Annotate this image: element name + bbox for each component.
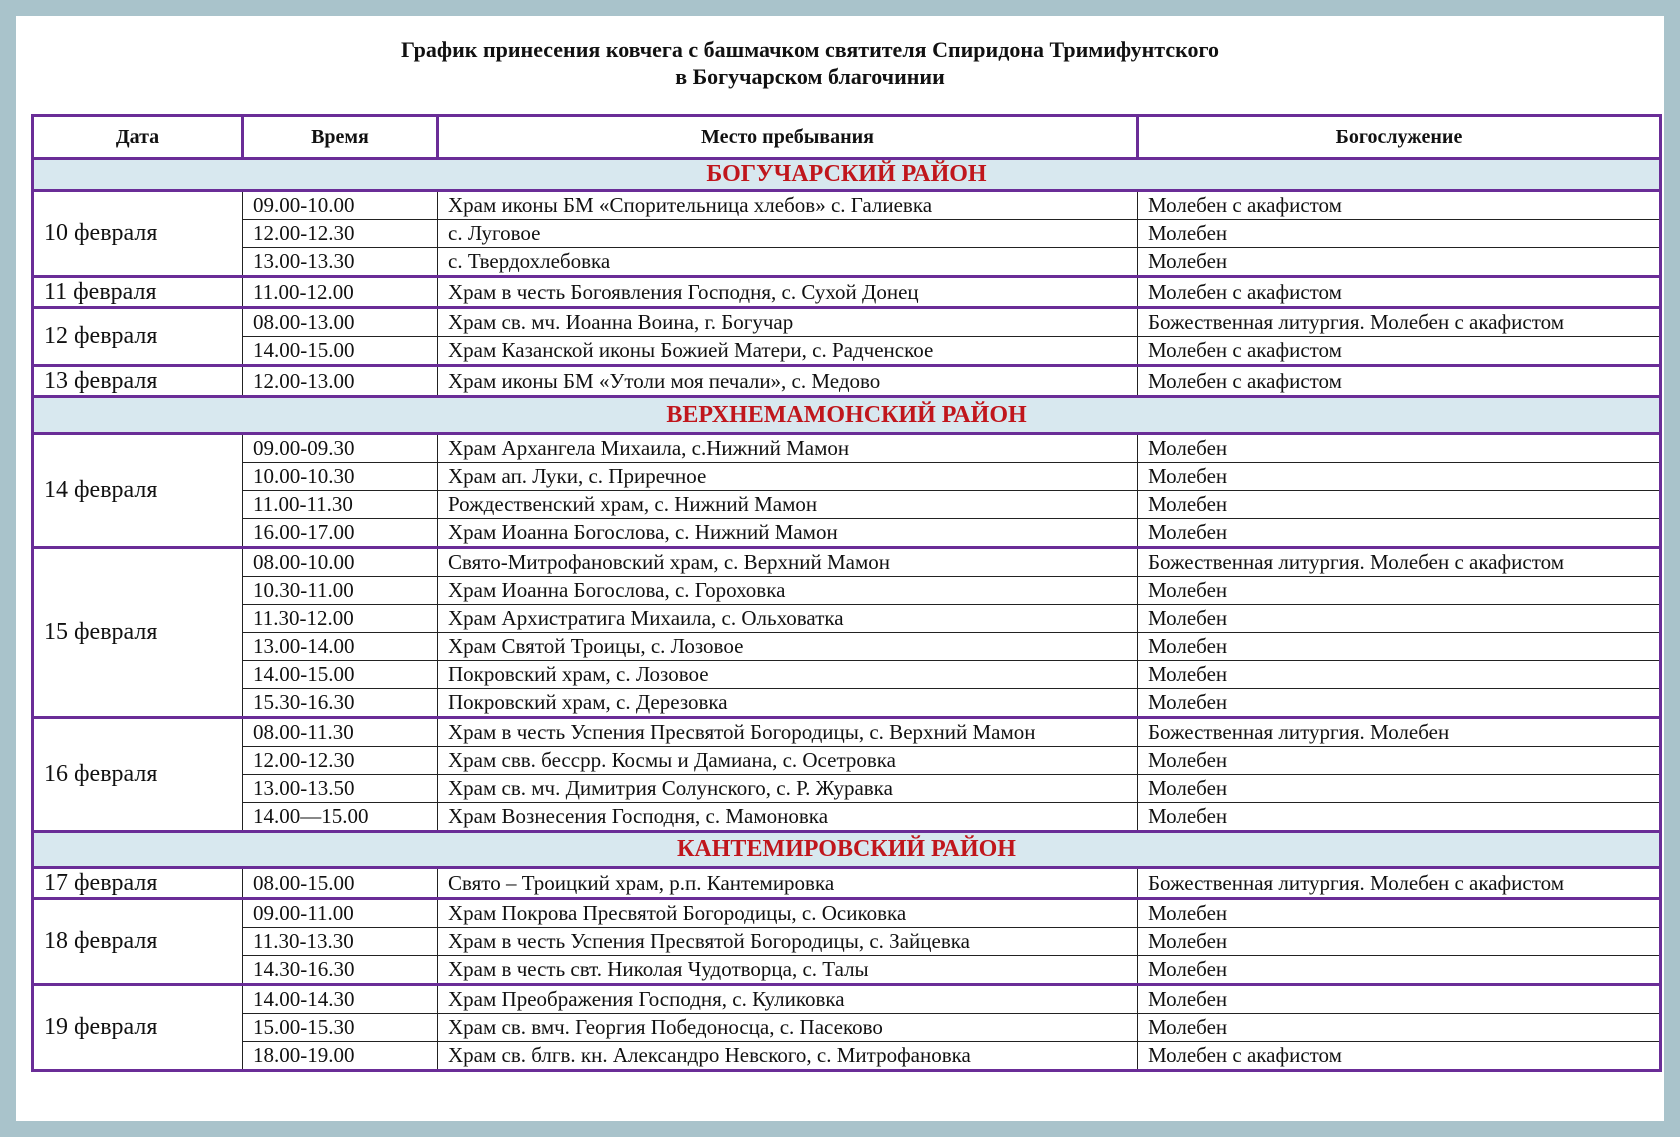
place-cell: Храм ап. Луки, с. Приречное: [438, 463, 1138, 491]
date-cell: 17 февраля: [33, 868, 243, 899]
schedule-row: [33, 928, 1661, 956]
schedule-row: [33, 491, 1661, 519]
place-cell: Храм Иоанна Богослова, с. Нижний Мамон: [438, 519, 1138, 548]
place-cell: Храм Архистратига Михаила, с. Ольховатка: [438, 605, 1138, 633]
time-cell: 15.30-16.30: [243, 689, 438, 718]
time-cell: 13.00-14.00: [243, 633, 438, 661]
place-cell: Храм Архангела Михаила, с.Нижний Мамон: [438, 434, 1138, 463]
place-cell: с. Твердохлебовка: [438, 248, 1138, 277]
schedule-row: [33, 689, 1661, 718]
time-cell: 09.00-11.00: [243, 899, 438, 928]
date-cell: 19 февраля: [33, 985, 243, 1071]
time-cell: 13.00-13.30: [243, 248, 438, 277]
service-cell: Молебен: [1138, 661, 1661, 689]
time-cell: 08.00-13.00: [243, 308, 438, 337]
schedule-body: [33, 159, 1661, 1071]
service-cell: Молебен: [1138, 463, 1661, 491]
date-cell: 12 февраля: [33, 308, 243, 366]
time-cell: 15.00-15.30: [243, 1014, 438, 1042]
district-row: [33, 832, 1661, 868]
schedule-row: [33, 577, 1661, 605]
service-cell: Молебен: [1138, 577, 1661, 605]
date-cell: 10 февраля: [33, 191, 243, 277]
time-cell: 08.00-10.00: [243, 548, 438, 577]
document-page: [16, 16, 1664, 1121]
time-cell: 11.00-12.00: [243, 277, 438, 308]
date-cell: 15 февраля: [33, 548, 243, 718]
service-cell: Божественная литургия. Молебен с акафистом: [1138, 868, 1661, 899]
column-header-service: Богослужение: [1138, 116, 1661, 159]
schedule-row: [33, 191, 1661, 220]
schedule-row: [33, 661, 1661, 689]
place-cell: Храм св. мч. Димитрия Солунского, с. Р. Журавка: [438, 775, 1138, 803]
title-line-1: График принесения ковчега с башмачком святителя Спиридона Тримифунтского: [401, 37, 1219, 62]
place-cell: Свято – Троицкий храм, р.п. Кантемировка: [438, 868, 1138, 899]
time-cell: 09.00-10.00: [243, 191, 438, 220]
schedule-row: [33, 775, 1661, 803]
time-cell: 12.00-12.30: [243, 220, 438, 248]
service-cell: Молебен: [1138, 775, 1661, 803]
service-cell: Молебен: [1138, 899, 1661, 928]
time-cell: 08.00-11.30: [243, 718, 438, 747]
schedule-row: [33, 1014, 1661, 1042]
service-cell: Молебен: [1138, 1014, 1661, 1042]
title-line-2: в Богучарском благочинии: [675, 64, 945, 89]
schedule-row: [33, 899, 1661, 928]
time-cell: 11.00-11.30: [243, 491, 438, 519]
place-cell: Храм Вознесения Господня, с. Мамоновка: [438, 803, 1138, 832]
place-cell: Свято-Митрофановский храм, с. Верхний Мамон: [438, 548, 1138, 577]
time-cell: 18.00-19.00: [243, 1042, 438, 1071]
schedule-row: [33, 337, 1661, 366]
place-cell: Рождественский храм, с. Нижний Мамон: [438, 491, 1138, 519]
schedule-row: [33, 1042, 1661, 1071]
service-cell: Божественная литургия. Молебен: [1138, 718, 1661, 747]
place-cell: Храм Покрова Пресвятой Богородицы, с. Осиковка: [438, 899, 1138, 928]
service-cell: Молебен: [1138, 605, 1661, 633]
time-cell: 12.00-12.30: [243, 747, 438, 775]
column-header-place: Место пребывания: [438, 116, 1138, 159]
place-cell: Храм в честь Успения Пресвятой Богородицы, с. Верхний Мамон: [438, 718, 1138, 747]
time-cell: 16.00-17.00: [243, 519, 438, 548]
place-cell: Храм в честь свт. Николая Чудотворца, с. Талы: [438, 956, 1138, 985]
schedule-table: [31, 114, 1662, 1072]
service-cell: Божественная литургия. Молебен с акафистом: [1138, 548, 1661, 577]
schedule-row: [33, 220, 1661, 248]
service-cell: Молебен: [1138, 803, 1661, 832]
date-cell: 11 февраля: [33, 277, 243, 308]
date-cell: 18 февраля: [33, 899, 243, 985]
district-name: БОГУЧАРСКИЙ РАЙОН: [33, 159, 1661, 191]
time-cell: 11.30-13.30: [243, 928, 438, 956]
service-cell: Молебен с акафистом: [1138, 1042, 1661, 1071]
service-cell: Молебен: [1138, 985, 1661, 1014]
date-cell: 14 февраля: [33, 434, 243, 548]
place-cell: Храм Святой Троицы, с. Лозовое: [438, 633, 1138, 661]
place-cell: с. Луговое: [438, 220, 1138, 248]
place-cell: Храм в честь Успения Пресвятой Богородицы, с. Зайцевка: [438, 928, 1138, 956]
date-cell: 13 февраля: [33, 366, 243, 397]
place-cell: Храм св. вмч. Георгия Победоносца, с. Пасеково: [438, 1014, 1138, 1042]
time-cell: 14.00-15.00: [243, 661, 438, 689]
column-header-date: Дата: [33, 116, 243, 159]
place-cell: Храм иконы БМ «Утоли моя печали», с. Медово: [438, 366, 1138, 397]
schedule-row: [33, 248, 1661, 277]
service-cell: Молебен: [1138, 633, 1661, 661]
service-cell: Божественная литургия. Молебен с акафистом: [1138, 308, 1661, 337]
district-row: [33, 397, 1661, 434]
schedule-row: [33, 434, 1661, 463]
time-cell: 13.00-13.50: [243, 775, 438, 803]
time-cell: 14.00—15.00: [243, 803, 438, 832]
place-cell: Храм св. мч. Иоанна Воина, г. Богучар: [438, 308, 1138, 337]
service-cell: Молебен: [1138, 434, 1661, 463]
time-cell: 09.00-09.30: [243, 434, 438, 463]
schedule-row: [33, 985, 1661, 1014]
place-cell: Храм иконы БМ «Спорительница хлебов» с. Галиевка: [438, 191, 1138, 220]
service-cell: Молебен: [1138, 491, 1661, 519]
schedule-row: [33, 463, 1661, 491]
place-cell: Храм свв. бессрр. Космы и Дамиана, с. Осетровка: [438, 747, 1138, 775]
date-cell: 16 февраля: [33, 718, 243, 832]
service-cell: Молебен: [1138, 956, 1661, 985]
page-title: [16, 36, 1664, 90]
place-cell: Храм Казанской иконы Божией Матери, с. Радченское: [438, 337, 1138, 366]
schedule-row: [33, 277, 1661, 308]
time-cell: 10.30-11.00: [243, 577, 438, 605]
schedule-row: [33, 718, 1661, 747]
district-name: ВЕРХНЕМАМОНСКИЙ РАЙОН: [33, 397, 1661, 434]
service-cell: Молебен с акафистом: [1138, 191, 1661, 220]
schedule-row: [33, 308, 1661, 337]
schedule-row: [33, 747, 1661, 775]
service-cell: Молебен с акафистом: [1138, 277, 1661, 308]
schedule-row: [33, 956, 1661, 985]
schedule-row: [33, 519, 1661, 548]
time-cell: 10.00-10.30: [243, 463, 438, 491]
schedule-row: [33, 605, 1661, 633]
schedule-row: [33, 868, 1661, 899]
place-cell: Храм Преображения Господня, с. Куликовка: [438, 985, 1138, 1014]
service-cell: Молебен: [1138, 248, 1661, 277]
district-name: КАНТЕМИРОВСКИЙ РАЙОН: [33, 832, 1661, 868]
time-cell: 14.00-14.30: [243, 985, 438, 1014]
time-cell: 08.00-15.00: [243, 868, 438, 899]
time-cell: 14.30-16.30: [243, 956, 438, 985]
time-cell: 12.00-13.00: [243, 366, 438, 397]
schedule-row: [33, 633, 1661, 661]
place-cell: Храм св. блгв. кн. Александро Невского, с. Митрофановка: [438, 1042, 1138, 1071]
schedule-row: [33, 548, 1661, 577]
column-header-time: Время: [243, 116, 438, 159]
time-cell: 14.00-15.00: [243, 337, 438, 366]
table-header-row: [33, 116, 1661, 159]
service-cell: Молебен: [1138, 928, 1661, 956]
time-cell: 11.30-12.00: [243, 605, 438, 633]
schedule-row: [33, 803, 1661, 832]
district-row: [33, 159, 1661, 191]
place-cell: Храм в честь Богоявления Господня, с. Сухой Донец: [438, 277, 1138, 308]
place-cell: Храм Иоанна Богослова, с. Гороховка: [438, 577, 1138, 605]
service-cell: Молебен: [1138, 220, 1661, 248]
service-cell: Молебен: [1138, 689, 1661, 718]
service-cell: Молебен с акафистом: [1138, 337, 1661, 366]
service-cell: Молебен: [1138, 519, 1661, 548]
service-cell: Молебен: [1138, 747, 1661, 775]
place-cell: Покровский храм, с. Дерезовка: [438, 689, 1138, 718]
service-cell: Молебен с акафистом: [1138, 366, 1661, 397]
schedule-row: [33, 366, 1661, 397]
place-cell: Покровский храм, с. Лозовое: [438, 661, 1138, 689]
